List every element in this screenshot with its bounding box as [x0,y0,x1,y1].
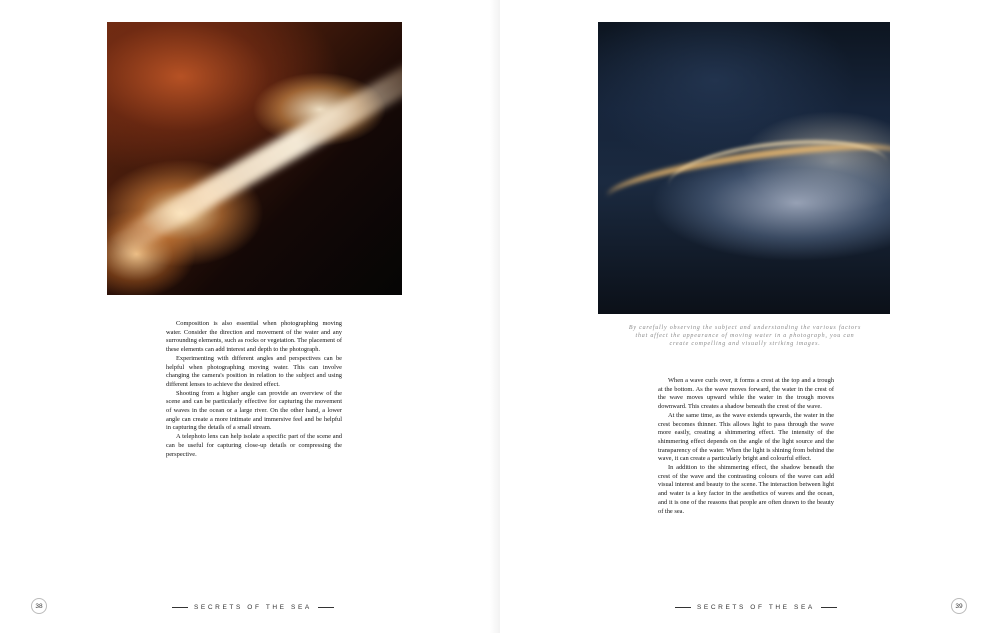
footer-rule [318,607,334,608]
right-paragraph: At the same time, as the wave extends upwards, the water in the crest becomes thinner. This allows light to pass through the wave more easily, creating a shimmering effect. The intensity of the shimmering effect depends on the angle of the light source and the transparency of the water. When the light is shining from behind the wave, it can create a particularly bright and colourful effect. [658,411,834,463]
wave-photo-left [107,22,402,295]
left-paragraph: Experimenting with different angles and perspectives can be helpful when photographing moving water. This can involve changing the camera's position in relation to the subject and using different lenses to achieve the desired effect. [166,354,342,388]
wave-photo-right [598,22,890,314]
left-paragraph: A telephoto lens can help isolate a specific part of the scene and can be useful for capturing close-up details or compressing the perspective. [166,433,342,458]
light-streak [107,59,402,262]
footer-right [675,602,837,612]
footer-title: SECRETS OF THE SEA [697,603,815,611]
right-paragraph: In addition to the shimmering effect, the shadow beneath the crest of the wave and the contrasting colours of the wave can add visual interest and beauty to the scene. The interaction between light and water is a key factor in the aesthetics of waves and the ocean, and it is one of the reasons that people are often drawn to the beauty of the sea. [658,464,834,515]
right-body-text [658,377,834,516]
left-paragraph: Composition is also essential when photographing moving water. Consider the direction and movement of the water and any surrounding elements, such as rocks or vegetation. The placement of these elements can add interest and depth to the photograph. [166,320,342,354]
right-page [500,0,999,633]
footer-rule [172,607,188,608]
photo-caption: By carefully observing the subject and understanding the various factors that affect the appearance of moving water in a photograph, you can create compelling and visually striking images. [628,325,862,347]
footer-title: SECRETS OF THE SEA [194,603,312,611]
footer-rule [821,607,837,608]
left-paragraph: Shooting from a higher angle can provide an overview of the scene and can be particularly effective for capturing the movement of waves in the ocean or a large river. On the other hand, a lower angle can create a more intimate and immersive feel and be helpful in capturing the details of a small stream. [166,389,342,432]
page-number-left: 38 [31,598,47,614]
left-page [0,0,499,633]
footer-left [172,602,334,612]
footer-rule [675,607,691,608]
right-paragraph: When a wave curls over, it forms a crest at the top and a trough at the bottom. As the wave moves forward, the water in the crest of the wave moves upward while the water in the trough moves downward. This creates a shadow beneath the crest of the wave. [658,377,834,411]
left-body-text [166,320,342,459]
page-number-right: 39 [951,598,967,614]
